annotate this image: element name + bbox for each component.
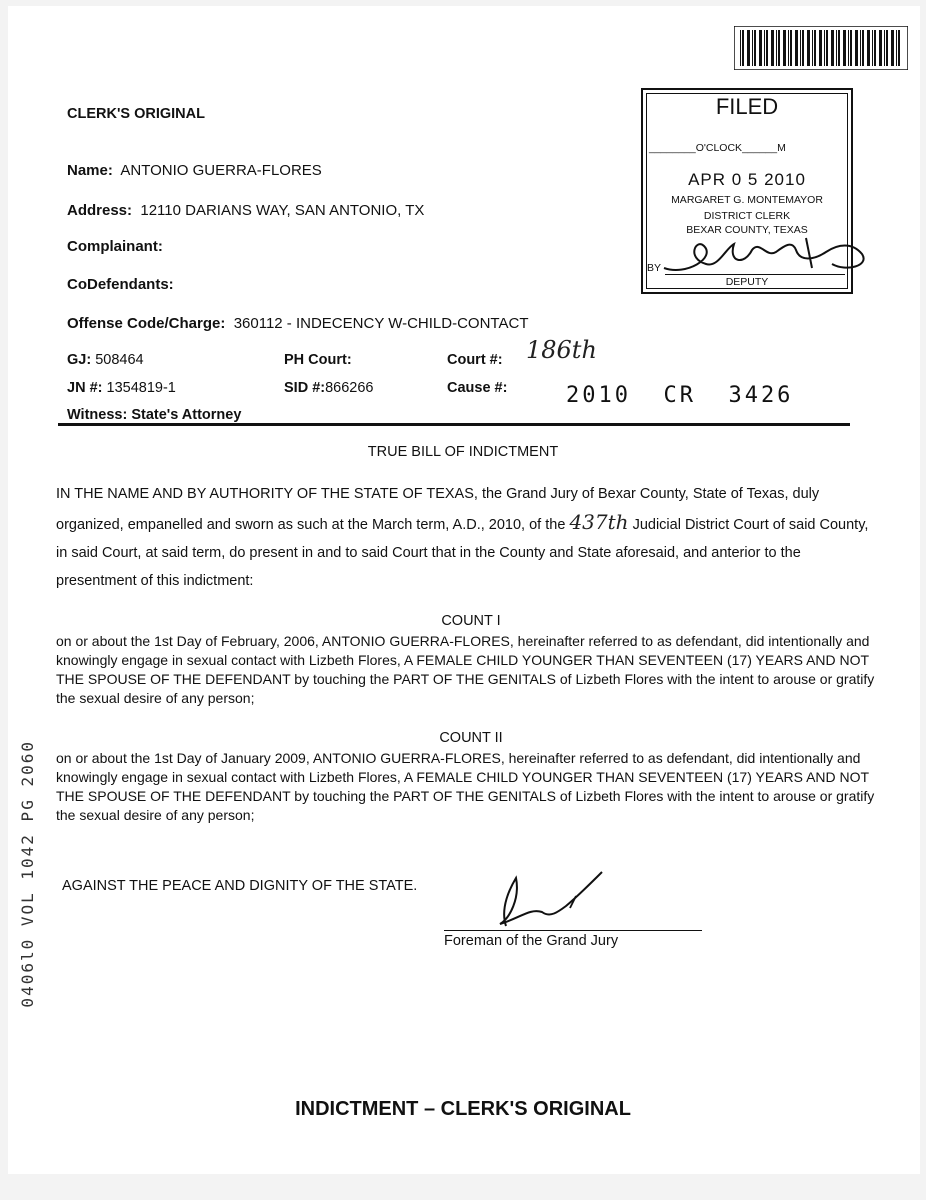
count-2 xyxy=(56,729,886,825)
cause-label: Cause #: xyxy=(447,380,508,396)
court-label: Court #: xyxy=(447,352,503,368)
offense-row: Offense Code/Charge: 360112 - INDECENCY W-CHILD-CONTACT xyxy=(67,315,529,332)
stamp-county: BEXAR COUNTY, TEXAS xyxy=(686,224,808,236)
document-title: TRUE BILL OF INDICTMENT xyxy=(367,444,559,460)
clerks-original-label: CLERK'S ORIGINAL xyxy=(67,106,205,122)
address-row: Address: 12110 DARIANS WAY, SAN ANTONIO, TX xyxy=(67,202,425,219)
header-divider xyxy=(58,423,850,426)
court-handwritten: 186th xyxy=(526,336,597,364)
barcode xyxy=(734,26,908,70)
count-1-text: on or about the 1st Day of February, 2006, ANTONIO GUERRA-FLORES, hereinafter referred to as defendant, did intentionally and knowingly engage in sexual contact with Lizbeth Flores, A FEMALE CHILD YOUNGER THAN SEVENTEEN (17) YEARS AND NOT THE SPOUSE OF THE DEFENDANT by touching the PART OF THE GENITALS of Lizbeth Flores with the intent to arouse or gratify the sexual desire of any person; xyxy=(56,633,875,706)
footer-title: INDICTMENT – CLERK'S ORIGINAL xyxy=(295,1098,631,1120)
stamp-by: BY xyxy=(647,262,662,274)
count-1-heading: COUNT I xyxy=(441,613,501,629)
witness-row: Witness: State's Attorney xyxy=(67,407,242,423)
defendant-name: ANTONIO GUERRA-FLORES xyxy=(120,162,322,179)
stamp-deputy: DEPUTY xyxy=(725,276,769,288)
stamp-oclock: ________O'CLOCK______M xyxy=(649,142,786,154)
sid-row: SID #:866266 xyxy=(284,380,374,396)
codefendants-label: CoDefendants: xyxy=(67,276,174,293)
margin-volume-stamp: 0406l0 VOL 1042 PG 2060 xyxy=(18,740,37,1008)
stamp-filed: FILED xyxy=(715,94,779,119)
complainant-label: Complainant: xyxy=(67,238,163,255)
deputy-signature xyxy=(656,228,882,288)
ph-court-label: PH Court: xyxy=(284,352,352,368)
intro-paragraph: IN THE NAME AND BY AUTHORITY OF THE STATE OF TEXAS, the Grand Jury of Bexar County, State of Texas, duly organized, empanelled and sworn as such at the March term, A.D., 2010, of the 437th Judicial District Court of said County, in said Court, at said term, do present in and to said Court that in the County and State aforesaid, and anterior to the presentment of this indictment: xyxy=(56,486,869,589)
jn-row: JN #: 1354819-1 xyxy=(67,380,176,396)
foreman-label: Foreman of the Grand Jury xyxy=(444,933,619,949)
name-row: Name: ANTONIO GUERRA-FLORES xyxy=(67,162,322,179)
offense-value: 360112 - INDECENCY W-CHILD-CONTACT xyxy=(233,315,529,332)
count-1 xyxy=(56,612,886,708)
stamp-date: APR 0 5 2010 xyxy=(688,170,806,189)
count-2-heading: COUNT II xyxy=(439,730,503,746)
against-statement: AGAINST THE PEACE AND DIGNITY OF THE STATE. xyxy=(62,878,418,894)
count-2-text: on or about the 1st Day of January 2009, ANTONIO GUERRA-FLORES, hereinafter referred to as defendant, did intentionally and knowingly engage in sexual contact with Lizbeth Flores, A FEMALE CHILD YOUNGER THAN SEVENTEEN (17) YEARS AND NOT THE SPOUSE OF THE DEFENDANT by touching the PART OF THE GENITALS of Lizbeth Flores with the intent to arouse or gratify the sexual desire of any person; xyxy=(56,750,875,823)
stamp-clerk-name: MARGARET G. MONTEMAYOR xyxy=(671,194,823,206)
district-court-handwritten: 437th xyxy=(569,510,629,534)
stamp-clerk-title: DISTRICT CLERK xyxy=(703,210,791,222)
cause-number: 2010 CR 3426 xyxy=(566,383,794,408)
foreman-signature xyxy=(470,868,630,938)
address-value: 12110 DARIANS WAY, SAN ANTONIO, TX xyxy=(140,202,425,219)
gj-row: GJ: 508464 xyxy=(67,352,144,368)
